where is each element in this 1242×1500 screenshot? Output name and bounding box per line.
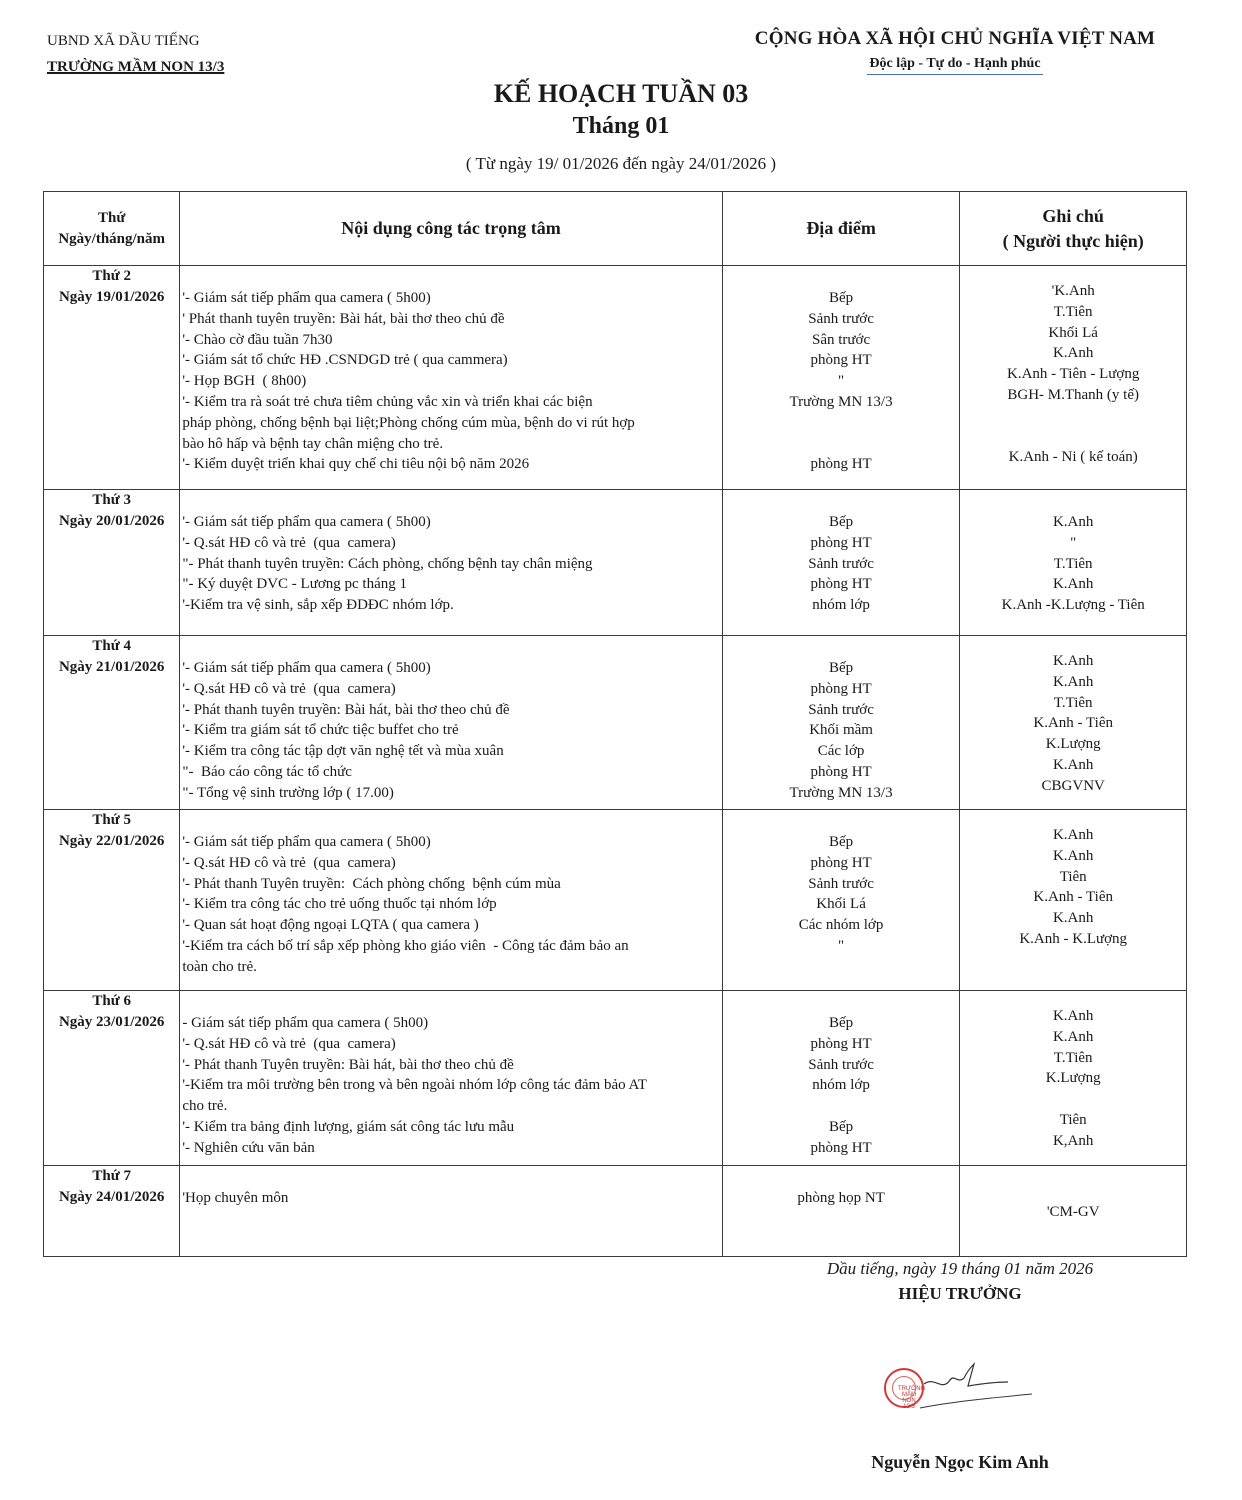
- location-line: Khối mầm: [809, 722, 873, 739]
- task-line: '- Phát thanh tuyên truyền: Bài hát, bài thơ theo chủ đề: [182, 701, 510, 718]
- content-cell: [180, 991, 722, 1166]
- date: Ngày 20/01/2026: [58, 513, 165, 529]
- assignee-line: K,Anh: [1052, 1132, 1094, 1149]
- location-cell: [722, 810, 960, 991]
- assignee-line: K.Anh: [1052, 756, 1094, 773]
- task-line: '- Q.sát HĐ cô và trẻ (qua camera): [182, 534, 396, 551]
- assignee-line: CBGVNV: [1041, 777, 1105, 794]
- task-line: bào hô hấp và bệnh tay chân miệng cho trẻ.: [182, 435, 444, 452]
- date: Ngày 21/01/2026: [58, 659, 165, 675]
- assignee-line: K.Anh: [1052, 1008, 1094, 1024]
- location-line: Khối Lá: [816, 896, 866, 913]
- date: Ngày 24/01/2026: [58, 1189, 165, 1205]
- date: Ngày 22/01/2026: [58, 833, 165, 849]
- header-location: Địa điểm: [722, 192, 960, 266]
- table-row: [44, 991, 1187, 1166]
- task-line: toàn cho trẻ.: [182, 958, 257, 975]
- header-note: Ghi chú ( Người thực hiện): [960, 192, 1187, 266]
- assignee-line: Tiên: [1059, 868, 1087, 885]
- location-cell: [722, 991, 960, 1166]
- location-line: Sảnh trước: [808, 310, 874, 327]
- task-line: '- Kiểm tra bảng định lượng, giám sát công tác lưu mẫu: [182, 1118, 515, 1135]
- assignee-line: K.Anh: [1052, 847, 1094, 864]
- weekday: Thứ 6: [92, 993, 131, 1009]
- location-line: Bếp: [828, 834, 854, 850]
- note-cell: [960, 636, 1187, 810]
- location-line: Bếp: [828, 1015, 854, 1031]
- location-line: phòng HT: [810, 534, 872, 551]
- location-cell: [722, 1166, 960, 1257]
- weekday: Thứ 7: [92, 1168, 131, 1184]
- day-cell: [44, 991, 180, 1166]
- content-cell: [180, 810, 722, 991]
- assignee-line: K.Anh: [1052, 827, 1094, 843]
- signature-block: [780, 1258, 1140, 1308]
- plan-date-range: ( Từ ngày 19/ 01/2026 đến ngày 24/01/2026 ): [465, 154, 777, 173]
- task-line: - Giám sát tiếp phẩm qua camera ( 5h00): [182, 1015, 429, 1031]
- location-line: Bếp: [828, 660, 854, 676]
- date: Ngày 19/01/2026: [58, 289, 165, 305]
- location-line: Bếp: [828, 290, 854, 306]
- location-line: Sảnh trước: [808, 875, 874, 892]
- task-line: '- Q.sát HĐ cô và trẻ (qua camera): [182, 1035, 396, 1052]
- assignee-line: 'CM-GV: [1046, 1204, 1100, 1220]
- day-cell: [44, 1166, 180, 1257]
- task-line: ' Phát thanh tuyên truyền: Bài hát, bài thơ theo chủ đề: [182, 310, 505, 327]
- assignee-line: Khối Lá: [1048, 324, 1098, 341]
- content-cell: [180, 636, 722, 810]
- location-line: Sân trước: [812, 331, 871, 348]
- assignee-line: ": [1070, 534, 1077, 551]
- task-line: "- Tổng vệ sinh trường lớp ( 17.00): [182, 784, 394, 801]
- task-line: "- Phát thanh tuyên truyền: Cách phòng, chống bệnh tay chân miệng: [182, 555, 593, 572]
- location-line: phòng HT: [810, 456, 872, 473]
- content-cell: [180, 1166, 722, 1257]
- location-line: Bếp: [828, 1118, 854, 1135]
- signer-role: HIỆU TRƯỞNG: [898, 1284, 1022, 1303]
- table-row: [44, 810, 1187, 991]
- weekday: Thứ 4: [92, 638, 131, 654]
- signer-name: Nguyễn Ngọc Kim Anh: [871, 1452, 1049, 1472]
- location-cell: [722, 266, 960, 490]
- assignee-line: [960, 1089, 1186, 1110]
- table-row: [44, 1166, 1187, 1257]
- assignee-line: T.Tiên: [1053, 1049, 1093, 1066]
- note-cell: [960, 810, 1187, 991]
- task-line: '- Quan sát hoạt động ngoại LQTA ( qua camera ): [182, 917, 479, 934]
- task-line: '- Phát thanh Tuyên truyền: Bài hát, bài thơ theo chủ đề: [182, 1056, 514, 1073]
- task-line: "- Báo cáo công tác tổ chức: [182, 763, 352, 780]
- day-cell: [44, 266, 180, 490]
- plan-month: Tháng 01: [572, 113, 670, 139]
- note-cell: [960, 490, 1187, 636]
- header-content: Nội dụng công tác trọng tâm: [180, 192, 722, 266]
- task-line: cho trẻ.: [182, 1098, 228, 1115]
- org-school: TRƯỜNG MẦM NON 13/3: [47, 59, 225, 75]
- date: Ngày 23/01/2026: [58, 1014, 165, 1030]
- location-line: ": [838, 373, 845, 390]
- weekday: Thứ 5: [92, 812, 131, 828]
- assignee-line: K.Lượng: [1045, 1070, 1101, 1087]
- assignee-line: K.Anh: [1052, 653, 1094, 669]
- task-line: '-Kiểm tra vệ sinh, sắp xếp ĐDĐC nhóm lớp.: [182, 597, 454, 614]
- location-line: Các nhóm lớp: [798, 917, 884, 934]
- table-row: [44, 266, 1187, 490]
- task-line: '- Giám sát tổ chức HĐ .CSNDGD trẻ ( qua cammera): [182, 352, 508, 369]
- day-cell: [44, 636, 180, 810]
- location-line: ": [838, 937, 845, 954]
- location-line: phòng HT: [810, 1139, 872, 1156]
- nation-title: CỘNG HÒA XÃ HỘI CHỦ NGHĨA VIỆT NAM: [754, 28, 1156, 49]
- location-cell: [722, 636, 960, 810]
- content-cell: [180, 266, 722, 490]
- assignee-line: K.Anh: [1052, 576, 1094, 593]
- table-row: [44, 490, 1187, 636]
- assignee-line: 'K.Anh: [1051, 283, 1095, 299]
- assignee-line: [960, 406, 1186, 427]
- location-line: Trường MN 13/3: [789, 784, 893, 801]
- task-line: '- Kiểm tra rà soát trẻ chưa tiêm chủng vắc xin và triển khai các biện: [182, 393, 593, 410]
- location-line: Các lớp: [817, 743, 865, 760]
- location-line: Bếp: [828, 514, 854, 530]
- assignee-line: K.Anh -K.Lượng - Tiên: [1001, 597, 1145, 614]
- task-line: '- Giám sát tiếp phẩm qua camera ( 5h00): [182, 660, 431, 676]
- nation-motto: Độc lập - Tự do - Hạnh phúc: [867, 54, 1042, 75]
- task-line: '- Giám sát tiếp phẩm qua camera ( 5h00): [182, 290, 431, 306]
- assignee-line: K.Anh - Tiên - Lượng: [1007, 366, 1140, 383]
- location-line: [723, 434, 960, 455]
- assignee-line: [960, 427, 1186, 448]
- header-day: Thứ Ngày/tháng/năm: [44, 192, 180, 266]
- location-line: [723, 413, 960, 434]
- location-line: phòng HT: [810, 576, 872, 593]
- nation-header: [740, 26, 1170, 75]
- task-line: pháp phòng, chống bệnh bại liệt;Phòng chống cúm mùa, bệnh do vi rút hợp: [182, 414, 635, 431]
- location-line: nhóm lớp: [812, 1077, 870, 1094]
- task-line: '- Kiểm tra công tác tập dợt văn nghệ tết và mùa xuân: [182, 743, 504, 760]
- plan-title: KẾ HOẠCH TUẦN 03: [493, 79, 749, 108]
- task-line: '- Kiểm tra giám sát tổ chức tiệc buffet cho trẻ: [182, 722, 459, 739]
- location-line: phòng HT: [810, 1035, 872, 1052]
- assignee-line: K.Anh: [1052, 345, 1094, 362]
- weekday: Thứ 3: [92, 492, 131, 508]
- assignee-line: BGH- M.Thanh (y tế): [1007, 386, 1139, 403]
- day-cell: [44, 490, 180, 636]
- assignee-line: K.Anh - Tiên: [1033, 715, 1113, 732]
- location-line: Sảnh trước: [808, 701, 874, 718]
- assignee-line: Tiên: [1059, 1111, 1087, 1128]
- task-line: '- Kiểm duyệt triển khai quy chế chi tiêu nội bộ năm 2026: [182, 456, 530, 473]
- table-header-row: [44, 192, 1187, 266]
- assignee-line: T.Tiên: [1053, 555, 1093, 572]
- location-line: phòng họp NT: [797, 1190, 885, 1206]
- assignee-line: K.Anh: [1052, 514, 1094, 530]
- weekly-plan-table: [43, 191, 1187, 1257]
- assignee-line: K.Anh - Ni ( kế toán): [1008, 449, 1138, 466]
- assignee-line: K.Anh - K.Lượng: [1019, 930, 1128, 947]
- location-line: phòng HT: [810, 763, 872, 780]
- assignee-line: K.Anh: [1052, 910, 1094, 927]
- org-parent: UBND XÃ DẦU TIẾNG: [47, 33, 200, 49]
- location-line: phòng HT: [810, 680, 872, 697]
- stamp-text: TRƯỜNG MẦM NON 13/3: [898, 1386, 926, 1410]
- assignee-line: K.Anh - Tiên: [1033, 889, 1113, 906]
- signature-area: [880, 1362, 1040, 1422]
- task-line: '- Giám sát tiếp phẩm qua camera ( 5h00): [182, 514, 431, 530]
- task-line: '- Giám sát tiếp phẩm qua camera ( 5h00): [182, 834, 431, 850]
- note-cell: [960, 1166, 1187, 1257]
- task-line: 'Họp chuyên môn: [182, 1190, 289, 1206]
- assignee-line: K.Anh: [1052, 673, 1094, 690]
- assignee-line: K.Lượng: [1045, 736, 1101, 753]
- assignee-line: K.Anh: [1052, 1028, 1094, 1045]
- location-line: nhóm lớp: [812, 597, 870, 614]
- place-date: Dầu tiếng, ngày 19 tháng 01 năm 2026: [826, 1259, 1094, 1278]
- task-line: '- Kiểm tra công tác cho trẻ uống thuốc tại nhóm lớp: [182, 896, 497, 913]
- location-cell: [722, 490, 960, 636]
- task-line: '- Chào cờ đầu tuần 7h30: [182, 331, 333, 348]
- content-cell: [180, 490, 722, 636]
- location-line: phòng HT: [810, 352, 872, 369]
- task-line: '- Họp BGH ( 8h00): [182, 373, 307, 390]
- location-line: Sảnh trước: [808, 555, 874, 572]
- task-line: '- Q.sát HĐ cô và trẻ (qua camera): [182, 854, 396, 871]
- day-cell: [44, 810, 180, 991]
- note-cell: [960, 266, 1187, 490]
- weekday: Thứ 2: [92, 268, 131, 284]
- location-line: Trường MN 13/3: [789, 393, 893, 410]
- location-line: phòng HT: [810, 854, 872, 871]
- assignee-line: T.Tiên: [1053, 694, 1093, 711]
- document-title: [0, 78, 1242, 176]
- location-line: [723, 1096, 960, 1117]
- task-line: '-Kiểm tra môi trường bên trong và bên ngoài nhóm lớp công tác đảm bảo AT: [182, 1077, 647, 1094]
- task-line: '-Kiểm tra cách bố trí sắp xếp phòng kho giáo viên - Công tác đảm bảo an: [182, 937, 629, 954]
- note-cell: [960, 991, 1187, 1166]
- task-line: '- Q.sát HĐ cô và trẻ (qua camera): [182, 680, 396, 697]
- org-header: [47, 28, 224, 80]
- table-row: [44, 636, 1187, 810]
- handwritten-signature-icon: [880, 1362, 1040, 1422]
- task-line: '- Phát thanh Tuyên truyền: Cách phòng chống bệnh cúm mùa: [182, 875, 561, 892]
- location-line: Sảnh trước: [808, 1056, 874, 1073]
- task-line: "- Ký duyệt DVC - Lương pc tháng 1: [182, 576, 407, 593]
- assignee-line: T.Tiên: [1053, 303, 1093, 320]
- task-line: '- Nghiên cứu văn bản: [182, 1139, 315, 1156]
